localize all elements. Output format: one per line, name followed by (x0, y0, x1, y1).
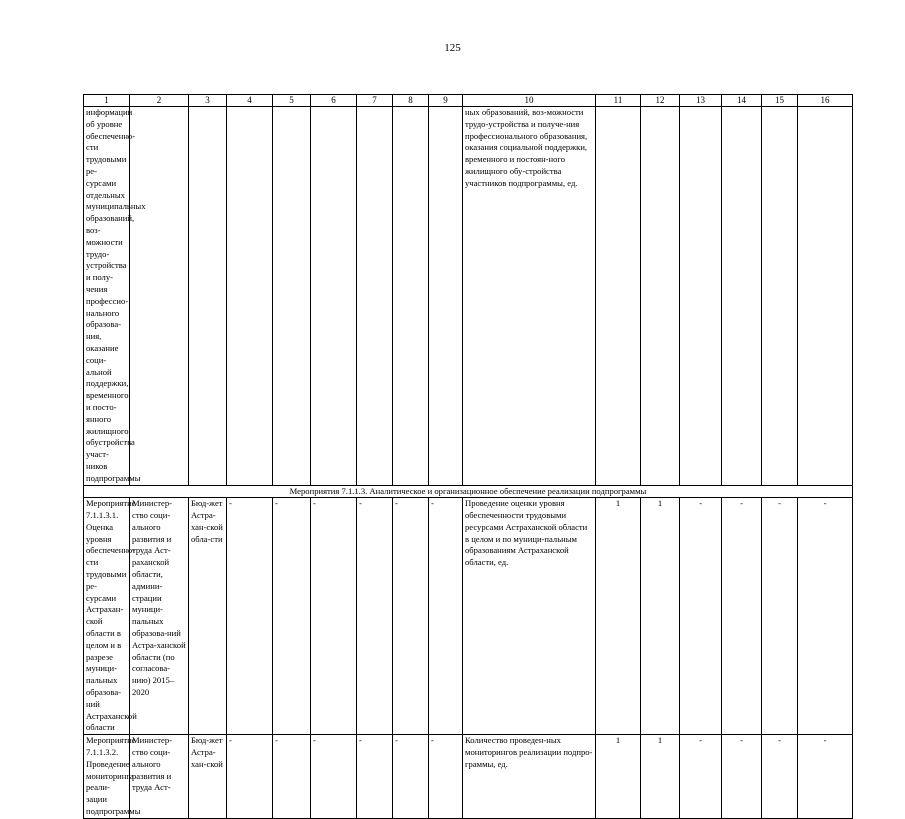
value-cell: 1 (596, 498, 641, 735)
indicator-description: Количество проведен-ных мониторингов реализации подпро-граммы, ед. (463, 735, 596, 819)
value-cell: - (227, 735, 273, 819)
value-cell: - (227, 498, 273, 735)
activity-name: Мероприятие 7.1.1.3.1. Оценка уровня обеспеченно-сти трудовыми ре-сурсами Астрахан-ской области в целом и в разрезе муници-пальных образова-ний Астраханской области (84, 498, 130, 735)
value-cell: - (311, 735, 357, 819)
value-cell: - (762, 498, 798, 735)
header-cell: 6 (311, 95, 357, 107)
row-description: информации об уровне обеспеченно-сти трудовыми ре-сурсами отдельных муниципальных образований, воз-можности трудо-устройства и полу-чения профессио-нального образова-ния, оказание соци-альной поддержки, временного и посто-янного жилищного обустройства участ-ников подпрограммы (84, 107, 130, 486)
activity-name: Мероприятие 7.1.1.3.2. Проведение мониторинга реали-зации подпрограммы (84, 735, 130, 819)
table-row (84, 498, 853, 735)
section-title: Мероприятия 7.1.1.3. Аналитическое и организационное обеспечение реализации подпрограммы (84, 485, 853, 498)
header-cell: 8 (393, 95, 429, 107)
value-cell: - (680, 498, 722, 735)
value-cell: - (722, 735, 762, 819)
table-row (84, 107, 853, 486)
program-table (83, 94, 853, 819)
header-cell: 13 (680, 95, 722, 107)
value-cell: 1 (596, 735, 641, 819)
funding-source: Бюд-жет Астра-хан-ской обла-сти (189, 498, 227, 735)
header-cell: 16 (798, 95, 853, 107)
header-cell: 11 (596, 95, 641, 107)
value-cell: - (680, 735, 722, 819)
value-cell: - (762, 735, 798, 819)
header-cell: 14 (722, 95, 762, 107)
header-cell: 2 (130, 95, 189, 107)
value-cell: - (798, 735, 853, 819)
value-cell: - (273, 498, 311, 735)
header-cell: 1 (84, 95, 130, 107)
header-cell: 3 (189, 95, 227, 107)
value-cell: - (798, 498, 853, 735)
funding-source: Бюд-жет Астра-хан-ской (189, 735, 227, 819)
value-cell: - (273, 735, 311, 819)
responsible-executor: Министер-ство соци-ального развития и труда Аст-раханской области, админи-страции муници-пальных образова-ний Астра-ханской области (по согласова-нию) 2015–2020 (130, 498, 189, 735)
value-cell: - (429, 498, 463, 735)
header-cell: 4 (227, 95, 273, 107)
value-cell: - (393, 735, 429, 819)
value-cell: - (311, 498, 357, 735)
indicator-description: ных образований, воз-можности трудо-устройства и получе-ния профессионального образования, оказания социальной поддержки, временного и постоян-ного жилищного обу-стройства участников подпрограммы, ед. (463, 107, 596, 486)
header-cell: 7 (357, 95, 393, 107)
value-cell: - (357, 735, 393, 819)
header-cell: 12 (641, 95, 680, 107)
value-cell: - (722, 498, 762, 735)
value-cell: 1 (641, 498, 680, 735)
indicator-description: Проведение оценки уровня обеспеченности трудовыми ресурсами Астраханской области в целом и по муници-пальным образованиям Астраханской области, ед. (463, 498, 596, 735)
responsible-executor: Министер-ство соци-ального развития и труда Аст- (130, 735, 189, 819)
value-cell: - (393, 498, 429, 735)
header-cell: 10 (463, 95, 596, 107)
header-cell: 5 (273, 95, 311, 107)
value-cell: 1 (641, 735, 680, 819)
value-cell: - (429, 735, 463, 819)
page-number: 125 (444, 42, 461, 54)
header-row (84, 95, 853, 107)
header-cell: 15 (762, 95, 798, 107)
section-row (84, 485, 853, 498)
table-row (84, 735, 853, 819)
value-cell: - (357, 498, 393, 735)
header-cell: 9 (429, 95, 463, 107)
